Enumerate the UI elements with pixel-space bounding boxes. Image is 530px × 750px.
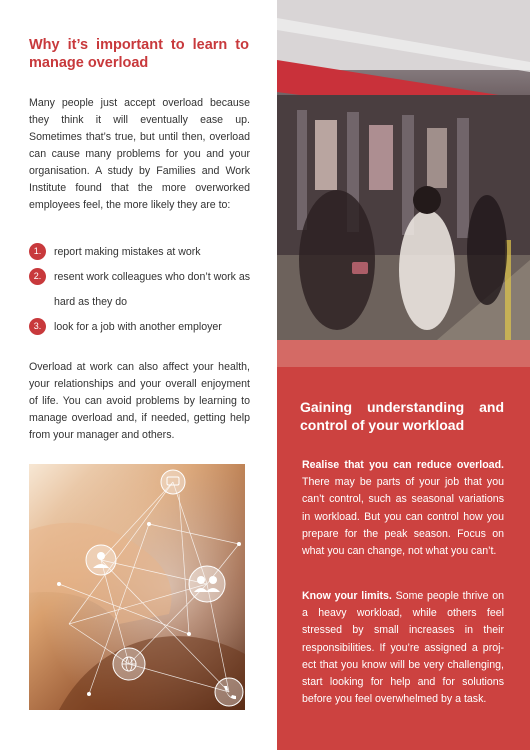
list-item (29, 315, 259, 340)
number-badge: 2. (29, 268, 46, 285)
tip-title: Know your limits. (302, 590, 392, 602)
tip-body: Some people thrive on a heavy workload, while others feel stressed by small increases in their responsibilities. If you’re assigned a proj-ect that you know will be very challenging, start looking for help and for solutions before you feel overwhelmed by a task. (302, 590, 504, 706)
list-item (29, 240, 259, 265)
accent-stripe (277, 340, 530, 367)
chat-icon (161, 470, 185, 494)
tip-paragraph (302, 457, 504, 560)
station-photo (277, 0, 530, 340)
network-photo (29, 464, 245, 710)
health-paragraph: Overload at work can also affect your health, your relationships and your overall enjoyment of life. You can avoid problems by learning to manage overload and, if needed, getting help from your manager and others. (29, 361, 250, 441)
station-illustration (277, 0, 530, 340)
number-badge: 3. (29, 318, 46, 335)
tip-body: There may be parts of your job that you can’t control, such as seasonal variations in workload. But you can control how you prepare for the peak season. Focus on what you can change, not what you can’t. (302, 476, 504, 558)
section-heading: Why it’s important to learn to manage overload (29, 37, 249, 71)
phone-icon (215, 678, 243, 706)
intro-paragraph: Many people just accept overload because they think it will eventually ease up. Sometimes that’s true, but until then, overload can cause many problems for you and your organisation. A study by Families and Work Institute found that the more overworked employees feel, the more likely they are to: (29, 97, 250, 211)
group-icon (189, 566, 225, 602)
list-item-text: report making mistakes at work (54, 246, 201, 258)
number-badge: 1. (29, 243, 46, 260)
person-icon (86, 545, 116, 575)
network-illustration (29, 464, 245, 710)
consequence-list (29, 240, 259, 340)
globe-icon (113, 648, 145, 680)
list-item-text: look for a job with another employer (54, 321, 222, 333)
list-item-text: resent work colleagues who don’t work as hard as they do (54, 271, 251, 308)
panel-heading: Gaining understanding and control of your workload (300, 399, 504, 433)
tip-title: Realise that you can reduce overload. (302, 459, 504, 471)
tip-paragraph (302, 588, 504, 708)
list-item (29, 265, 259, 315)
